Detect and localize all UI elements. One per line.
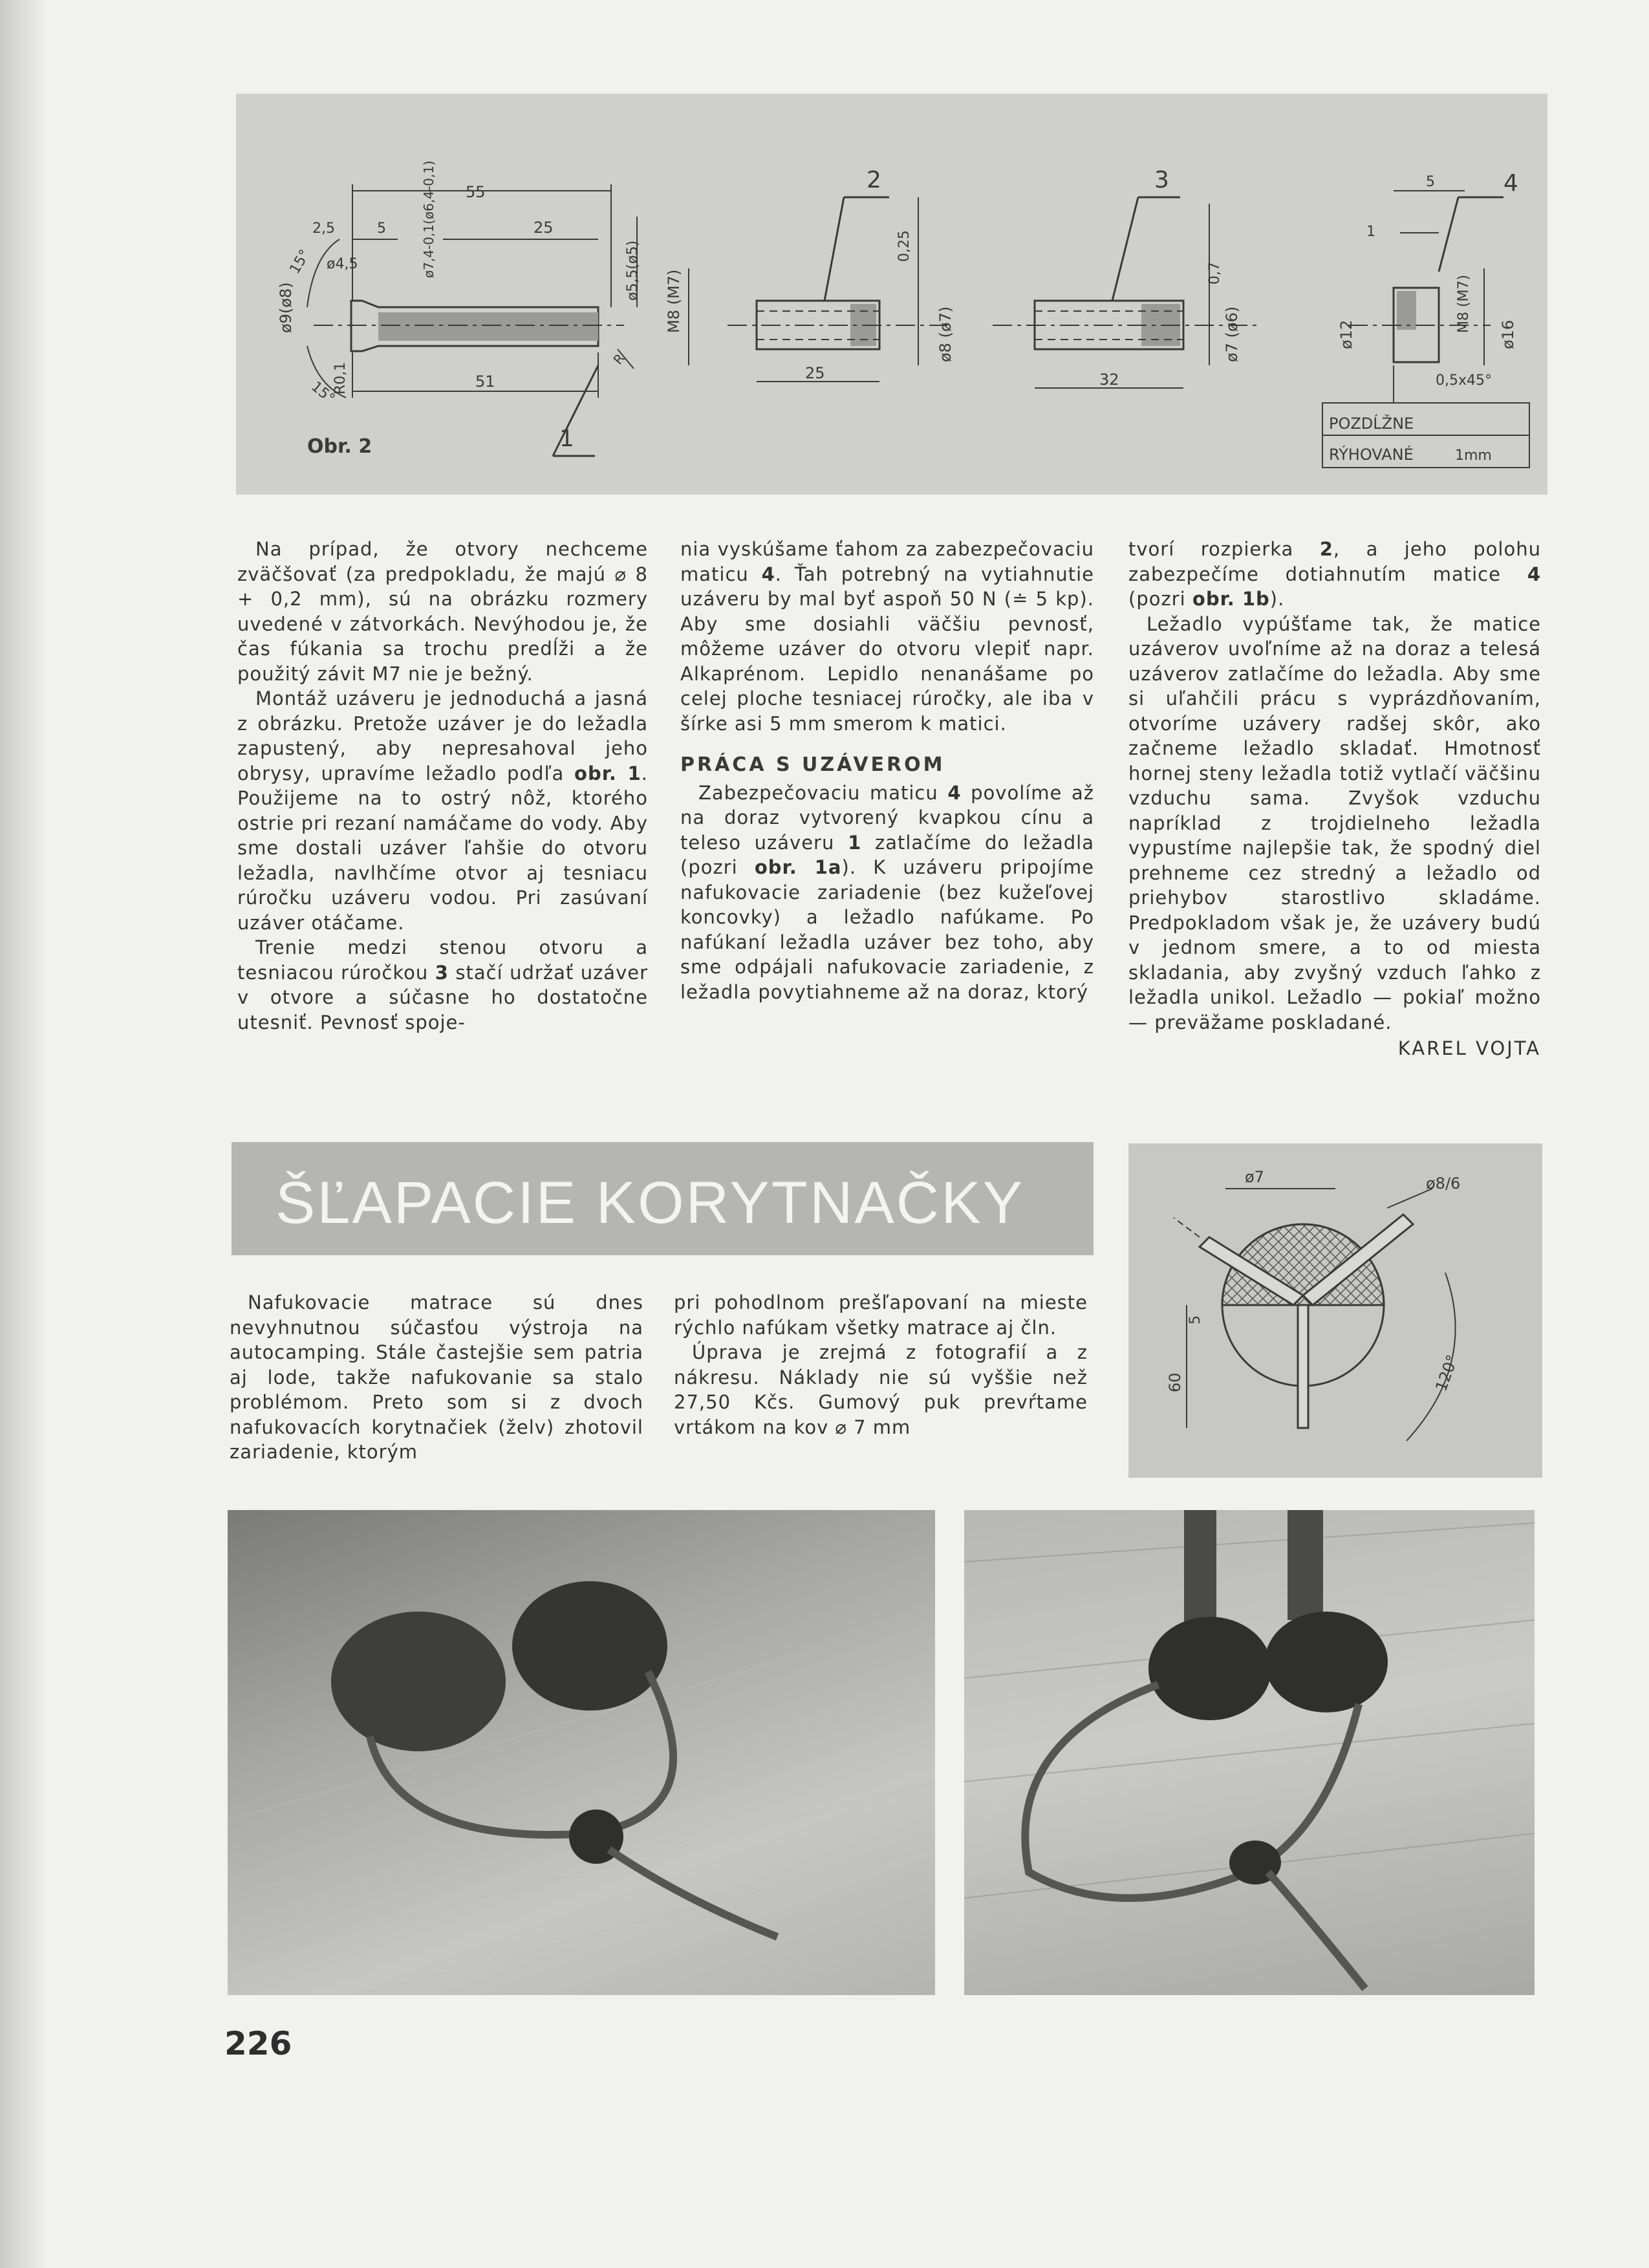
dim-d8-6: ø8/6	[1426, 1174, 1461, 1193]
book-spine-shadow	[0, 0, 45, 2268]
leg-left	[1184, 1510, 1216, 1626]
col5-paragraph-2: Úprava je zrejmá z fotografií a z nákresu. Náklady nie sú vyššie než 27,50 Kčs. Gumový puk prevŕtame vrtákom na kov ⌀ 7 mm	[674, 1341, 1088, 1438]
dim-25-part2: 25	[805, 364, 825, 382]
dim-5: 5	[377, 221, 386, 237]
dim-5-part4: 5	[1426, 174, 1435, 190]
dim-d4-5: ø4,5	[327, 256, 358, 272]
knurl-note-line1: POZDĹŽNE	[1329, 415, 1414, 433]
slipper-left	[1148, 1617, 1271, 1720]
col5-paragraph-1: pri pohodlnom prešľapovaní na mieste rýchlo nafúkam všetky matrace aj čln.	[674, 1291, 1088, 1339]
page-number: 226	[224, 2025, 292, 2062]
dim-d8-7: ø8 (ø7)	[936, 306, 954, 362]
photo-turtle-pumps	[228, 1510, 935, 1995]
dim-m8-m7-part4: M8 (M7)	[1456, 274, 1472, 333]
col2-paragraph-2: Zabezpečovaciu maticu 4 povolíme až na doraz vytvorený kvapkou cínu a teleso uzáveru 1 zatlačíme do ležadla (pozri obr. 1a). K uzáveru pripojíme nafukovacie zariadenie (bez kužeľovej koncovky) a ležadlo nafúkame. Po nafúkaní ležadla uzáver bez toho, aby sme odpájali nafukovacie zariadenie, z ležadla povytiahneme až na doraz, ktorý	[680, 781, 1094, 1003]
dim-chamfer: 0,5x45°	[1436, 373, 1493, 389]
dim-55: 55	[466, 183, 486, 201]
dim-d16: ø16	[1499, 319, 1517, 349]
dim-25: 25	[534, 219, 554, 237]
dim-5-diagram: 5	[1187, 1315, 1203, 1324]
figure-2-svg	[236, 94, 1547, 495]
puck-cross-section-diagram	[1128, 1143, 1542, 1478]
turtle-pump-left	[331, 1612, 506, 1751]
col3-paragraph-1: tvorí rozpierka 2, a jeho polohu zabezpečíme dotiahnutím matice 4 (pozri obr. 1b).	[1128, 538, 1541, 610]
dim-m8-m7-part1: M8 (M7)	[665, 269, 683, 333]
part-label-1: 1	[559, 426, 574, 452]
col2-paragraph-1: nia vyskúšame ťahom za zabezpečovaciu maticu 4. Ťah potrebný na vytiahnutie uzáveru by mal byť aspoň 50 N (≐ 5 kp). Aby sme dosiahli väčšiu pevnosť, môžeme uzáver do otvoru vlepiť napr. Alkaprénom. Lepidlo nenanášame po celej ploche tesniacej rúročky, ale iba v šírke asi 5 mm smerom k matici.	[680, 538, 1094, 735]
dim-120-deg: 120°	[1432, 1352, 1462, 1394]
article2-column-1	[230, 1290, 643, 1465]
figure-2-technical-drawing	[236, 94, 1547, 495]
col1-paragraph-3: Trenie medzi stenou otvoru a tesniacou rúročkou 3 stačí udržať uzáver v otvore a súčasne ho dostatočne utesniť. Pevnosť spoje-	[237, 936, 648, 1033]
dim-0-7: 0,7	[1207, 262, 1223, 285]
figure-caption: Obr. 2	[307, 435, 372, 458]
cross-section-svg	[1128, 1143, 1542, 1478]
dim-d12: ø12	[1337, 319, 1355, 349]
dim-51: 51	[475, 373, 495, 391]
article-column-1	[237, 537, 648, 1035]
dim-d74: ø7,4-0,1(ø6,4-0,1)	[421, 160, 436, 278]
part-label-3: 3	[1154, 167, 1169, 193]
article-column-2	[680, 537, 1094, 1004]
dim-2-5: 2,5	[312, 221, 335, 237]
article-title-banner	[232, 1142, 1094, 1255]
part-label-4: 4	[1503, 170, 1518, 197]
dim-r: R	[610, 351, 628, 368]
dim-angle-15b: 15°	[308, 378, 338, 407]
col3-paragraph-2: Ležadlo vypúšťame tak, že matice uzáverov uvoľníme až na doraz a telesá uzáverov zatlačíme do ležadla. Aby sme si uľahčili prácu s vyprázdňovaním, otvoríme uzávery radšej skôr, ako začneme ležadlo skladať. Hmotnosť hornej steny ležadla totiž vytlačí väčšinu vzduchu sama. Zvyšok vzduchu napríklad z trojdielneho ležadla vypustíme najlepšie tak, že spodný diel prehneme cez stredný a ležadlo od priehybov starostlivo skladáme. Predpokladom však je, že uzávery budú v jednom smere, a to od miesta skladania, aby zvyšný vzduch ľahko z ležadla unikol. Ležadlo — pokiaľ možno — preväžame poskladané.	[1128, 612, 1541, 1033]
turtle-pump-right	[512, 1581, 667, 1711]
leg-right	[1288, 1510, 1323, 1620]
photo-2-illustration	[964, 1510, 1535, 1995]
part-1-bore	[378, 312, 598, 341]
dim-d7-6: ø7 (ø6)	[1223, 306, 1241, 362]
dim-d55b: ø5,5(ø5)	[625, 240, 641, 301]
dim-60: 60	[1166, 1372, 1184, 1392]
dim-d9-8: ø9(ø8)	[277, 282, 295, 333]
author-signature: KAREL VOJTA	[1397, 1037, 1541, 1059]
dim-d7: ø7	[1245, 1168, 1264, 1186]
photo-1-illustration	[228, 1510, 935, 1995]
part-label-2: 2	[867, 167, 881, 193]
knurl-note-line3: 1mm	[1455, 448, 1492, 464]
article-column-3	[1128, 537, 1541, 1061]
col4-paragraph-1: Nafukovacie matrace sú dnes nevyhnutnou súčasťou výstroja na autocamping. Stále častejšie sem patria aj lode, takže nafukovanie sa stalo problémom. Preto som si z dvoch nafukovacích korytnačiek (želv) zhotovil zariadenie, ktorým	[230, 1291, 643, 1463]
dim-1-part4: 1	[1366, 224, 1375, 240]
dim-32: 32	[1099, 371, 1119, 389]
slipper-right	[1265, 1612, 1388, 1712]
bottom-tube	[1298, 1305, 1308, 1428]
col1-paragraph-1: Na prípad, že otvory nechceme zväčšovať (za predpokladu, že majú ⌀ 8 + 0,2 mm), sú na obrázku rozmery uvedené v zátvorkách. Nevýhodou je, že čas fúkania sa trochu predĺži a že použitý závit M7 nie je bežný.	[237, 538, 648, 685]
dim-r01: R0,1	[332, 362, 349, 394]
photo-feet-on-pumps	[964, 1510, 1535, 1995]
hose-outlet-2	[1268, 1872, 1365, 1989]
knurl-note-line2: RÝHOVANÉ	[1329, 446, 1414, 464]
dim-angle-15a: 15°	[286, 246, 314, 277]
col1-paragraph-2: Montáž uzáveru je jednoduchá a jasná z obrázku. Pretože uzáver je do ležadla zapustený, aby nepresahoval jeho obrysy, upravíme ležadlo podľa obr. 1. Použijeme na to ostrý nôž, ktorého ostrie pri rezaní namáčame do vody. Aby sme dostali uzáver ľahšie do otvoru ležadla, navlhčíme otvor aj tesniacu rúročku uzáveru vodou. Pri zasúvaní uzáver otáčame.	[237, 687, 648, 934]
section-heading-praca-s-uzaverom: PRÁCA S UZÁVEROM	[680, 753, 945, 776]
article-title: ŠĽAPACIE KORYTNAČKY	[275, 1170, 1024, 1236]
dim-0-25: 0,25	[896, 230, 912, 262]
article2-column-2	[674, 1290, 1088, 1440]
